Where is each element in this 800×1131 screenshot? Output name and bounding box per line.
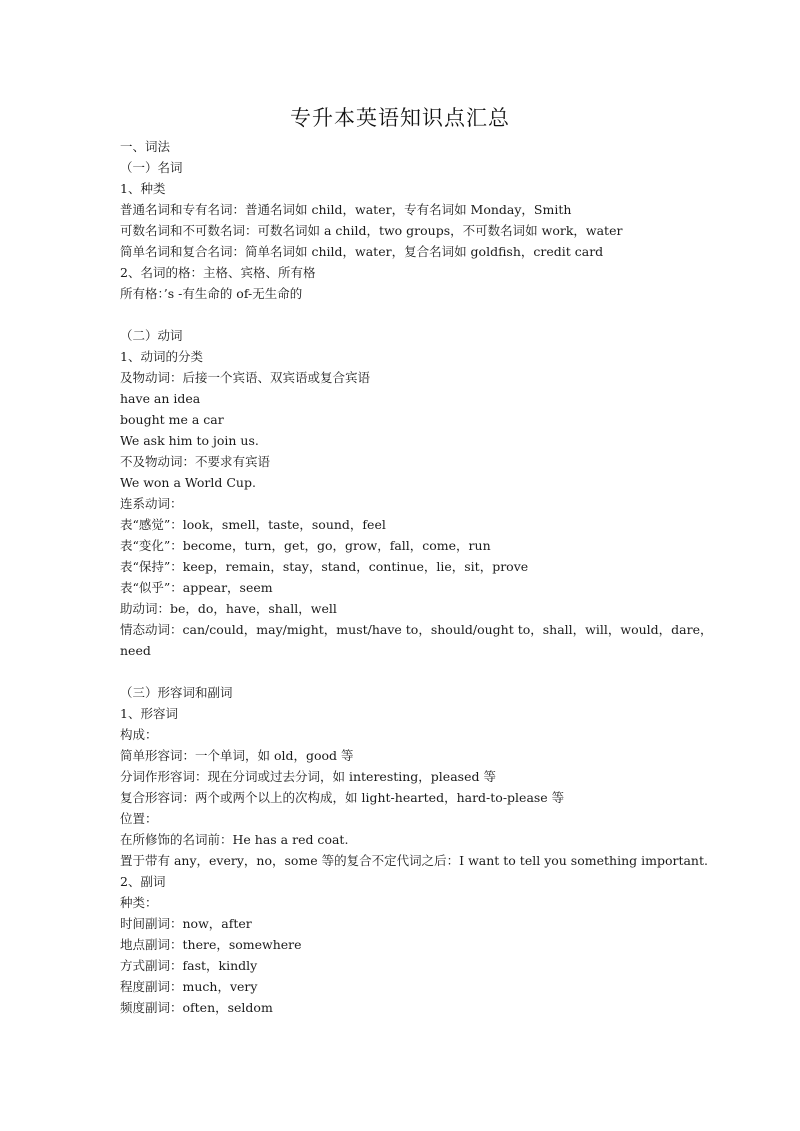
text-line: 复合形容词：两个或两个以上的次构成，如 light-hearted，hard-to-please 等 (120, 790, 565, 805)
text-line: need (120, 643, 151, 658)
text-line: 方式副词：fast，kindly (120, 958, 258, 973)
text-line: 所有格：’s -有生命的 of-无生命的 (120, 286, 303, 301)
text-line: 1、动词的分类 (120, 349, 203, 364)
subsection-heading-adjectives-adverbs: （三）形容词和副词 (120, 685, 233, 700)
text-line: 可数名词和不可数名词：可数名词如 a child，two groups，不可数名词如 work，water (120, 223, 623, 238)
text-line: 2、副词 (120, 874, 166, 889)
text-line: 1、形容词 (120, 706, 178, 721)
text-line: 简单形容词：一个单词，如 old，good 等 (120, 748, 354, 763)
text-line: 简单名词和复合名词：简单名词如 child，water，复合名词如 goldfish，credit card (120, 244, 604, 259)
text-line: 不及物动词：不要求有宾语 (120, 454, 271, 469)
document-title: 专升本英语知识点汇总 (290, 106, 510, 130)
text-line: 普通名词和专有名词：普通名词如 child，water，专有名词如 Monday，Smith (120, 202, 572, 217)
text-line: 位置： (120, 811, 158, 826)
section-heading-lexicon: 一、词法 (120, 139, 171, 154)
text-line: 时间副词：now，after (120, 916, 252, 931)
text-line: 构成： (120, 727, 158, 742)
text-line: 分词作形容词：现在分词或过去分词，如 interesting，pleased 等 (120, 769, 496, 784)
text-line: 连系动词： (120, 496, 183, 511)
text-line: 2、名词的格：主格、宾格、所有格 (120, 265, 316, 280)
text-line: 助动词：be，do，have，shall，well (120, 601, 337, 616)
blank-line (120, 661, 720, 682)
text-line: 种类： (120, 895, 158, 910)
example-line: We ask him to join us. (120, 433, 259, 448)
example-line: have an idea (120, 391, 201, 406)
text-line: 及物动词：后接一个宾语、双宾语或复合宾语 (120, 370, 371, 385)
text-line: 频度副词：often，seldom (120, 1000, 273, 1015)
blank-line (120, 304, 720, 325)
text-line: 程度副词：much，very (120, 979, 258, 994)
text-line: 表“变化”：become，turn，get，go，grow，fall，come，run (120, 538, 491, 553)
text-line: 情态动词：can/could，may/might，must/have to，should/ought to，shall，will，would，dare， (120, 622, 713, 637)
example-line: We won a World Cup. (120, 475, 256, 490)
subsection-heading-verbs: （二）动词 (120, 328, 183, 343)
example-line: bought me a car (120, 412, 224, 427)
text-line: 在所修饰的名词前：He has a red coat. (120, 832, 349, 847)
text-line: 表“感觉”：look，smell，taste，sound，feel (120, 517, 386, 532)
subsection-heading-nouns: （一）名词 (120, 160, 183, 175)
text-line: 表“保持”：keep，remain，stay，stand，continue，lie，sit，prove (120, 559, 529, 574)
document-body (120, 136, 720, 1018)
text-line: 1、种类 (120, 181, 166, 196)
text-line: 表“似乎”：appear，seem (120, 580, 273, 595)
text-line: 置于带有 any，every，no，some 等的复合不定代词之后：I want to tell you something important. (120, 853, 708, 868)
text-line: 地点副词：there，somewhere (120, 937, 302, 952)
